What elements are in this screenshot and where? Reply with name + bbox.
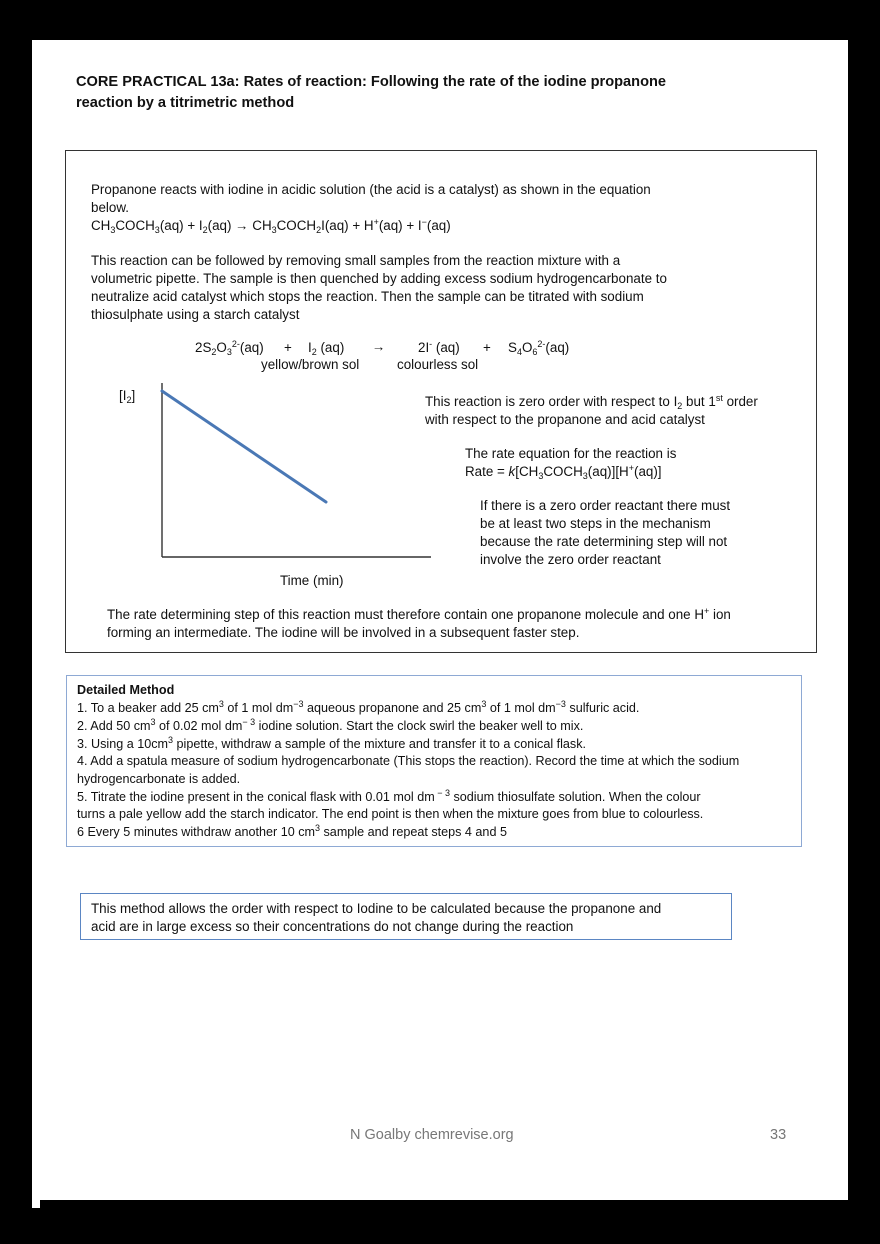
method-step-4-cont: hydrogencarbonate is added.: [77, 772, 241, 786]
title-line-1: CORE PRACTICAL 13a: Rates of reaction: Following the rate of the iodine propanone: [76, 74, 667, 90]
zero-order-line-2: be at least two steps in the mechanism: [480, 516, 711, 531]
method-step-3: 3. Using a $10cm^3$ pipette, withdraw a sample of the mixture and transfer it to a conical flask.: [77, 735, 587, 751]
zero-order-line-3: because the rate determining step will not: [480, 534, 728, 549]
method-step-5-cont: turns a pale yellow add the starch indicator. The end point is then when the mixture goes from blue to colourless.: [77, 807, 704, 821]
method-para-line-4: thiosulphate using a starch catalyst: [91, 307, 300, 322]
method-para-line-2: volumetric pipette. The sample is then quenched by adding excess sodium hydrogencarbonate to: [91, 271, 667, 286]
titration-arrow: →: [372, 339, 386, 354]
label-colourless: colourless sol: [397, 357, 479, 372]
method-step-6: 6 Every 5 minutes withdraw another 10 $cm^3$ sample and repeat steps 4 and 5: [77, 823, 507, 839]
page-corner: [32, 1200, 40, 1208]
iodine-line: [162, 391, 326, 502]
footer-author: N Goalby chemrevise.org: [350, 1127, 514, 1143]
rds-line-1: The rate determining step of this reaction must therefore contain one propanone molecule and one H+ ion: [107, 606, 731, 622]
iodine-concentration-graph: [100, 380, 460, 600]
method-step-2: 2. Add 50 $cm^3$ of 0.02 mol $dm^{- 3}$ iodine solution. Start the clock swirl the beaker well to mix.: [77, 717, 584, 733]
titration-tetrathionate: $S_4O_6^{2-}(aq)$: [508, 339, 570, 357]
overall-equation: $CH_3COCH_3(aq) + I_2(aq)$ → $CH_3COCH_2I(aq) + H^+(aq) + I^-(aq)$: [91, 217, 451, 235]
method-step-5: 5. Titrate the iodine present in the conical flask with 0.01 mol dm $^{- 3}$ sodium thiosulfate solution. When the colour: [77, 788, 701, 804]
note-line-1: This method allows the order with respect to Iodine to be calculated because the propanone and: [91, 901, 662, 916]
title-line-2: reaction by a titrimetric method: [76, 95, 295, 111]
order-line-1: This reaction is zero order with respect to $I_2$ but 1st order: [425, 393, 758, 411]
note-line-2: acid are in large excess so their concentrations do not change during the reaction: [91, 919, 574, 934]
titration-iodide: 2I- (aq): [418, 339, 460, 355]
titration-iodine: $I_2$ (aq): [308, 340, 345, 357]
method-heading: Detailed Method: [77, 683, 175, 697]
rate-equation-intro: The rate equation for the reaction is: [465, 446, 677, 461]
page-title: [76, 72, 756, 114]
intro-line-2: below.: [91, 200, 129, 215]
method-para-line-3: neutralize acid catalyst which stops the reaction. Then the sample can be titrated with sodium: [91, 289, 644, 304]
graph-x-label: Time (min): [280, 573, 344, 588]
zero-order-line-1: If there is a zero order reactant there must: [480, 498, 731, 513]
rate-equation: Rate = $k[CH_3COCH_3(aq)][H^+(aq)]$: [465, 463, 662, 481]
method-step-1: 1. To a beaker add 25 $cm^3$ of 1 mol $dm^{-3}$ aqueous propanone and 25 $cm^3$ of 1 mol $dm^{-3}$ sulfuric acid.: [77, 699, 640, 715]
order-line-2: with respect to the propanone and acid catalyst: [425, 412, 705, 427]
titration-plus-2: +: [483, 340, 491, 355]
graph-y-label: $[I_2]$: [119, 388, 136, 405]
titration-thiosulfate: $2S_2O_3^{2-}(aq)$: [195, 339, 264, 357]
intro-line-1: Propanone reacts with iodine in acidic solution (the acid is a catalyst) as shown in the equation: [91, 182, 651, 197]
titration-plus-1: +: [284, 340, 292, 355]
method-step-4: 4. Add a spatula measure of sodium hydrogencarbonate (This stops the reaction). Record the time at which the sodium: [77, 754, 740, 768]
method-para-line-1: This reaction can be followed by removing small samples from the reaction mixture with a: [91, 253, 621, 268]
label-yellow-brown: yellow/brown sol: [261, 357, 360, 372]
page-number: 33: [770, 1127, 787, 1143]
rds-line-2: forming an intermediate. The iodine will be involved in a subsequent faster step.: [107, 625, 580, 640]
zero-order-line-4: involve the zero order reactant: [480, 552, 661, 567]
